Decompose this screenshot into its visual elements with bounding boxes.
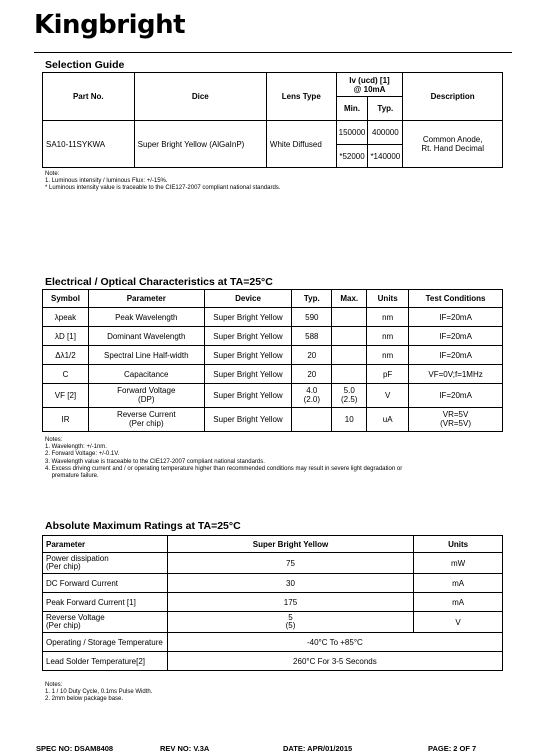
max-cell-line1: 5.0 (343, 386, 355, 395)
part-number: SA10-11SYKWA (43, 121, 135, 168)
table-row (43, 408, 503, 432)
symbol-cell: λD [1] (43, 327, 89, 346)
typ-cell-line1: 4.0 (306, 386, 318, 395)
symbol-cell: C (43, 365, 89, 384)
value-cell: 30 (167, 574, 413, 593)
test-condition-cell: IF=20mA (409, 308, 503, 327)
iv-min-value-alt: *52000 (336, 145, 368, 168)
units-cell: mW (414, 553, 503, 574)
header-lens-type: Lens Type (266, 73, 336, 121)
absolute-ratings-table (42, 535, 503, 671)
header-min: Min. (336, 97, 368, 121)
header-typ: Typ. (368, 97, 403, 121)
parameter-cell-line1: Reverse Voltage (46, 612, 105, 622)
table-row (43, 553, 503, 574)
max-cell (332, 384, 367, 408)
parameter-cell: Operating / Storage Temperature (43, 633, 168, 652)
col-parameter: Parameter (43, 536, 168, 553)
footer-spec-no: SPEC NO: DSAM8408 (36, 744, 114, 753)
absolute-ratings-title: Absolute Maximum Ratings at TA=25°C (45, 520, 241, 532)
symbol-cell: IR (43, 408, 89, 432)
value-cell: 175 (167, 593, 413, 612)
parameter-cell-line2: (Per chip) (46, 621, 81, 630)
note-line: 4. Excess driving current and / or operating temperature higher than recommended conditions may result in severe light degradation or (45, 465, 403, 472)
note-line: Note: (45, 171, 60, 177)
parameter-cell-line2: (Per chip) (128, 418, 164, 428)
parameter-cell-line1: Reverse Current (116, 410, 176, 419)
test-condition-cell: IF=20mA (409, 346, 503, 365)
max-cell (332, 327, 367, 346)
note-line: Notes: (45, 437, 63, 443)
test-condition-cell: VF=0V;f=1MHz (409, 365, 503, 384)
electrical-notes (45, 437, 402, 480)
parameter-cell: Spectral Line Half-width (88, 346, 204, 365)
typ-cell (292, 384, 332, 408)
max-cell: 10 (332, 408, 367, 432)
note-line: 1. Wavelength: +/-1nm. (45, 444, 107, 451)
typ-cell: 590 (292, 308, 332, 327)
col-symbol: Symbol (43, 290, 89, 308)
table-row (43, 612, 503, 633)
symbol-cell: λpeak (43, 308, 89, 327)
header-iv (336, 73, 403, 97)
table-row (43, 633, 503, 652)
col-typ: Typ. (292, 290, 332, 308)
kingbright-logo: Kingbright (34, 10, 186, 40)
header-description: Description (403, 73, 503, 121)
absolute-notes (45, 682, 152, 704)
col-units: Units (367, 290, 409, 308)
lens-type-value: White Diffused (266, 121, 336, 168)
selection-notes (45, 171, 280, 193)
parameter-cell: Peak Wavelength (88, 308, 204, 327)
test-condition-cell: IF=20mA (409, 384, 503, 408)
value-cell-line1: 5 (288, 612, 293, 622)
table-row (43, 327, 503, 346)
value-cell: 75 (167, 553, 413, 574)
device-cell: Super Bright Yellow (204, 384, 292, 408)
typ-cell: 20 (292, 346, 332, 365)
value-cell: 260°C For 3-5 Seconds (167, 652, 502, 671)
iv-typ-value-alt: *140000 (368, 145, 403, 168)
header-part-no: Part No. (43, 73, 135, 121)
description-value (403, 121, 503, 168)
symbol-cell: VF [2] (43, 384, 89, 408)
value-cell (167, 612, 413, 633)
electrical-title: Electrical / Optical Characteristics at TA=25°C (45, 276, 273, 288)
col-device: Device (204, 290, 292, 308)
note-line: * Luminous intensity value is traceable to the CIE127-2007 compliant national standards. (45, 185, 281, 192)
units-cell: V (414, 612, 503, 633)
header-divider (34, 52, 512, 53)
description-line2: Rt. Hand Decimal (421, 144, 485, 153)
test-condition-cell (409, 408, 503, 432)
table-row (43, 593, 503, 612)
col-max: Max. (332, 290, 367, 308)
typ-cell: 20 (292, 365, 332, 384)
footer-rev-no: REV NO: V.3A (160, 744, 210, 753)
table-row (43, 384, 503, 408)
iv-min-value: 150000 (336, 121, 368, 145)
device-cell: Super Bright Yellow (204, 346, 292, 365)
units-cell: uA (367, 408, 409, 432)
max-cell (332, 346, 367, 365)
col-parameter: Parameter (88, 290, 204, 308)
dice-value: Super Bright Yellow (AlGaInP) (134, 121, 266, 168)
parameter-cell: Peak Forward Current [1] (43, 593, 168, 612)
device-cell: Super Bright Yellow (204, 365, 292, 384)
parameter-cell: Lead Solder Temperature[2] (43, 652, 168, 671)
device-cell: Super Bright Yellow (204, 408, 292, 432)
note-line: premature failure. (45, 473, 99, 480)
electrical-table (42, 289, 503, 432)
col-test-conditions: Test Conditions (409, 290, 503, 308)
table-row (43, 346, 503, 365)
test-condition-cell-line1: VR=5V (442, 410, 469, 419)
units-cell: nm (367, 346, 409, 365)
units-cell: mA (414, 593, 503, 612)
selection-guide-title: Selection Guide (45, 59, 125, 71)
parameter-cell: DC Forward Current (43, 574, 168, 593)
typ-cell-line2: (2.0) (303, 394, 321, 404)
typ-cell (292, 408, 332, 432)
device-cell: Super Bright Yellow (204, 308, 292, 327)
table-row (43, 365, 503, 384)
iv-typ-value: 400000 (368, 121, 403, 145)
parameter-cell-line1: Forward Voltage (117, 386, 176, 395)
test-condition-cell-line2: (VR=5V) (440, 418, 472, 428)
parameter-cell: Capacitance (88, 365, 204, 384)
note-line: Notes: (45, 682, 63, 688)
units-cell: V (367, 384, 409, 408)
parameter-cell-line1: Power dissipation (46, 553, 109, 563)
description-line1: Common Anode, (422, 135, 483, 144)
note-line: 2. 2mm below package base. (45, 696, 124, 703)
footer-page: PAGE: 2 OF 7 (428, 744, 477, 753)
table-row (43, 308, 503, 327)
parameter-cell (43, 553, 168, 574)
typ-cell: 588 (292, 327, 332, 346)
parameter-cell: Dominant Wavelength (88, 327, 204, 346)
header-iv-line1: Iv (ucd) [1] (349, 75, 390, 85)
max-cell-line2: (2.5) (341, 394, 358, 404)
header-iv-line2: @ 10mA (353, 84, 386, 94)
table-row (43, 574, 503, 593)
parameter-cell (43, 612, 168, 633)
note-line: 2. Forward Voltage: +/-0.1V. (45, 451, 120, 458)
value-cell: -40°C To +85°C (167, 633, 502, 652)
note-line: 1. Luminous intensity / luminous Flux: +/-15%. (45, 178, 168, 185)
parameter-cell-line2: (DP) (138, 394, 155, 404)
col-super-bright-yellow: Super Bright Yellow (167, 536, 413, 553)
header-dice: Dice (134, 73, 266, 121)
test-condition-cell: IF=20mA (409, 327, 503, 346)
max-cell (332, 365, 367, 384)
parameter-cell (88, 408, 204, 432)
units-cell: nm (367, 308, 409, 327)
selection-guide-table (42, 72, 503, 168)
units-cell: mA (414, 574, 503, 593)
max-cell (332, 308, 367, 327)
units-cell: pF (367, 365, 409, 384)
note-line: 1. 1 / 10 Duty Cycle, 0.1ms Pulse Width. (45, 689, 153, 696)
device-cell: Super Bright Yellow (204, 327, 292, 346)
parameter-cell-line2: (Per chip) (46, 562, 81, 571)
parameter-cell (88, 384, 204, 408)
col-units: Units (414, 536, 503, 553)
note-line: 3. Wavelength value is traceable to the CIE127-2007 compliant national standards. (45, 458, 265, 465)
units-cell: nm (367, 327, 409, 346)
table-row (43, 652, 503, 671)
footer-date: DATE: APR/01/2015 (283, 744, 353, 753)
value-cell-line2: (5) (285, 621, 296, 630)
symbol-cell: Δλ1/2 (43, 346, 89, 365)
